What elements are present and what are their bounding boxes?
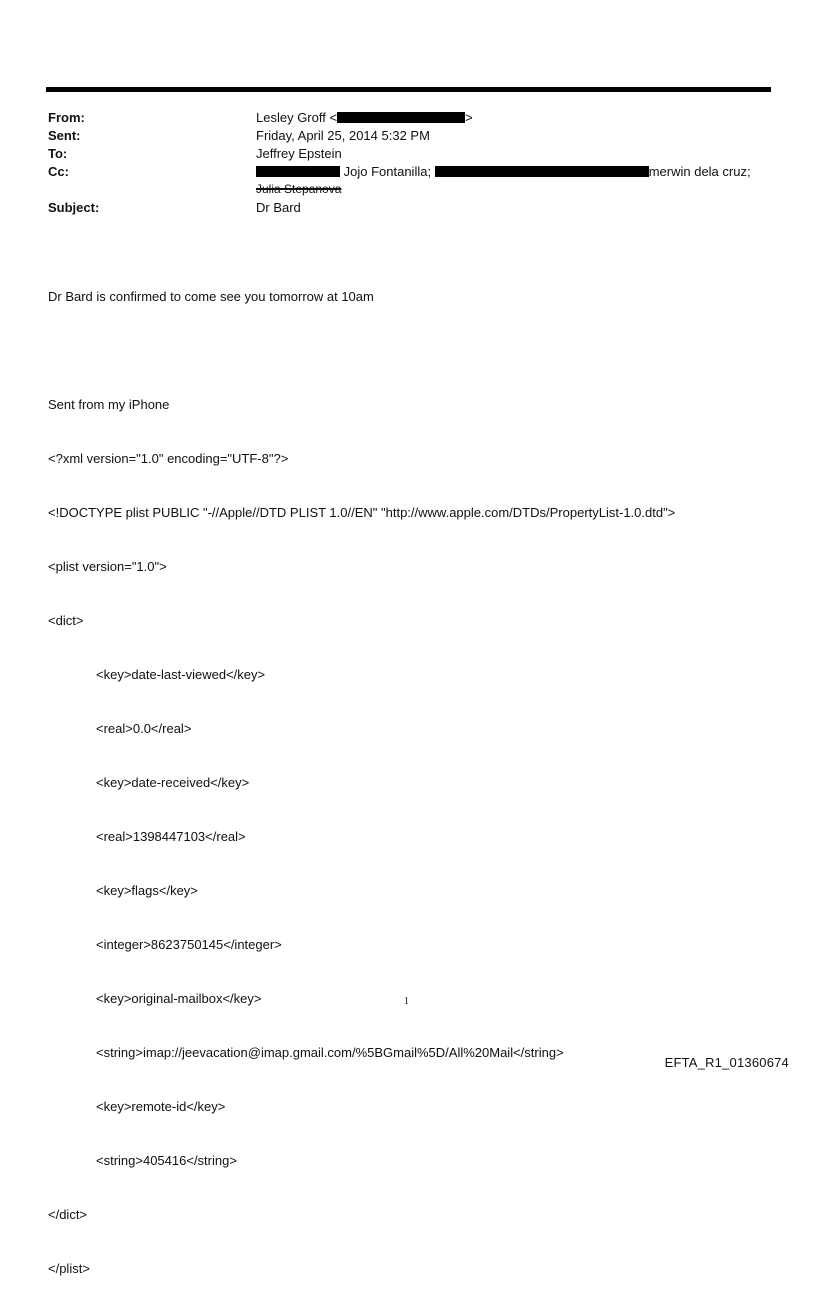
cc-recipient: merwin dela cruz;: [648, 164, 751, 179]
cc-recipient: Jojo Fontanilla;: [343, 164, 432, 179]
xml-line: <key>remote-id</key>: [96, 1099, 226, 1114]
xml-line: <!DOCTYPE plist PUBLIC "-//Apple//DTD PLIST 1.0//EN" "http://www.apple.com/DTDs/PropertyList-1.0.dtd">: [48, 505, 676, 520]
xml-line: <dict>: [48, 613, 84, 628]
xml-line: <key>flags</key>: [96, 883, 198, 898]
email-body: [48, 252, 675, 1296]
sent-value: Friday, April 25, 2014 5:32 PM: [256, 128, 430, 143]
xml-line: <integer>8623750145</integer>: [96, 937, 282, 952]
from-label: From:: [48, 110, 85, 125]
message-text: Dr Bard is confirmed to come see you tomorrow at 10am: [48, 289, 374, 304]
sent-label: Sent:: [48, 128, 81, 143]
redaction-box: [337, 112, 465, 123]
page-number: 1: [404, 996, 409, 1007]
xml-line: <key>date-received</key>: [96, 775, 250, 790]
to-value: Jeffrey Epstein: [256, 146, 342, 161]
cc-struck-recipient: Julia Stepanova: [256, 182, 342, 196]
from-value: [256, 110, 473, 126]
xml-line: </dict>: [48, 1207, 88, 1222]
xml-line: <real>0.0</real>: [96, 721, 192, 736]
subject-label: Subject:: [48, 200, 100, 215]
xml-line: <key>original-mailbox</key>: [96, 991, 262, 1006]
from-suffix: >: [465, 110, 473, 125]
to-label: To:: [48, 146, 68, 161]
from-name: Lesley Groff <: [256, 110, 338, 125]
xml-line: <string>405416</string>: [96, 1153, 237, 1168]
subject-value: Dr Bard: [256, 200, 301, 215]
cc-value: [256, 164, 751, 180]
cc-label: Cc:: [48, 164, 69, 179]
document-id: EFTA_R1_01360674: [664, 1055, 789, 1070]
signature-text: Sent from my iPhone: [48, 397, 170, 412]
header-rule: [46, 87, 771, 92]
cc-value-line2: [256, 181, 341, 197]
xml-line: </plist>: [48, 1261, 90, 1276]
xml-line: <plist version="1.0">: [48, 559, 167, 574]
xml-line: <key>date-last-viewed</key>: [96, 667, 266, 682]
redaction-box: [256, 166, 340, 177]
xml-line: <?xml version="1.0" encoding="UTF-8"?>: [48, 451, 289, 466]
blank-line: [48, 342, 675, 360]
redaction-box: [435, 166, 649, 177]
xml-line: <string>imap://jeevacation@imap.gmail.com/%5BGmail%5D/All%20Mail</string>: [96, 1045, 564, 1060]
xml-line: <real>1398447103</real>: [96, 829, 246, 844]
